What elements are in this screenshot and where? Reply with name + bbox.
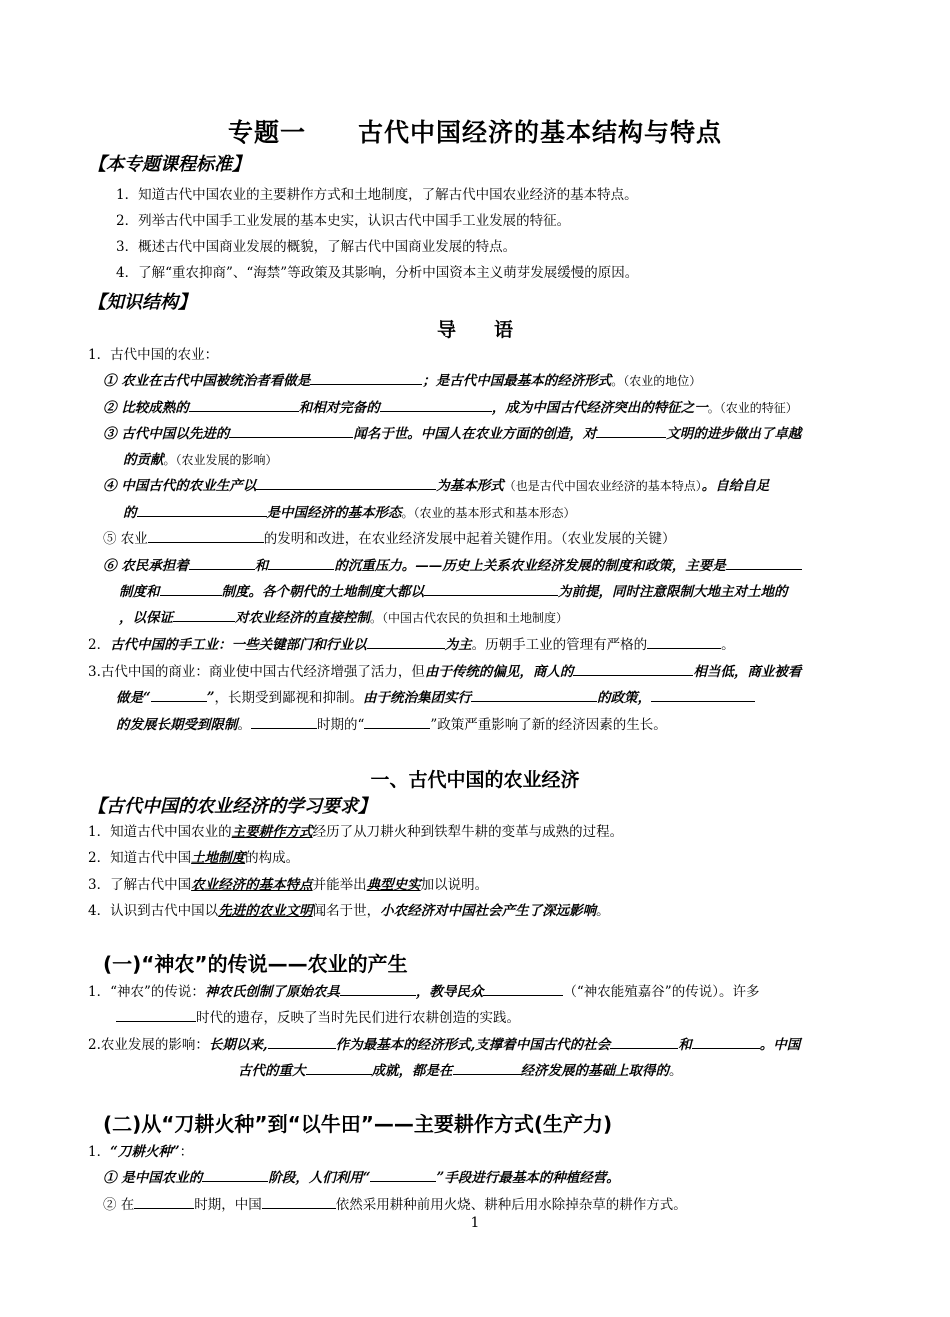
standard-item-4: 4．了解“重农抑商”、“海禁”等政策及其影响，分析中国资本主义萌芽发展缓慢的原因。 xyxy=(116,265,639,281)
intro-line-d: ④ 中国古代的农业生产以 为基本形式（也是古代中国农业经济的基本特点）。自给自足 xyxy=(103,478,770,494)
intro-line-b: ② 比较成熟的 和相对完备的 ，成为中国古代经济突出的特征之一。（农业的特征） xyxy=(103,400,798,416)
intro-heading: 导 语 xyxy=(436,319,513,341)
sub1-line-b: 2.农业发展的影响：长期以来, 作为最基本的经济形式,支撑着中国古代的社会 和 。中国 xyxy=(88,1037,801,1053)
req-item-1: 1．知道古代中国农业的主要耕作方式经历了从刀耕火种到铁犁牛耕的变革与成熟的过程。 xyxy=(88,824,624,840)
intro-item-1: 1．古代中国的农业： xyxy=(88,347,219,363)
part1-heading: 一、古代中国的农业经济 xyxy=(370,769,580,791)
intro-line-c2: 的贡献。（农业发展的影响） xyxy=(123,452,278,468)
intro-line-a: ① 农业在古代中国被统治者看做是 ；是古代中国最基本的经济形式。（农业的地位） xyxy=(103,373,702,389)
standard-item-3: 3．概述古代中国商业发展的概貌，了解古代中国商业发展的特点。 xyxy=(116,239,517,255)
standard-item-2: 2．列举古代中国手工业发展的基本史实，认识古代中国手工业发展的特征。 xyxy=(116,213,571,229)
sub2-line-a: 1．“刀耕火种”： xyxy=(88,1144,194,1160)
sub2-line-c: ② 在 时期，中国 依然采用耕种前用火烧、耕种后用水除掉杂草的耕作方式。 xyxy=(103,1197,687,1213)
page-title: 专题一 古代中国经济的基本结构与特点 xyxy=(227,118,722,147)
intro-line-f3: ，以保证 对农业经济的直接控制。（中国古代农民的负担和土地制度） xyxy=(119,610,569,626)
req-item-4: 4．认识到古代中国以先进的农业文明闻名于世，小农经济对中国社会产生了深远影响。 xyxy=(88,903,610,919)
sub1-line-b2: 古代的重大 成就，都是在 经济发展的基础上取得的。 xyxy=(238,1063,683,1079)
sub2-heading: (二)从“刀耕火种”到“以牛田”——主要耕作方式(生产力) xyxy=(103,1112,613,1136)
structure-heading: 【知识结构】 xyxy=(88,292,196,313)
req-item-3: 3．了解古代中国农业经济的基本特点并能举出典型史实加以说明。 xyxy=(88,877,489,893)
intro-line-f: ⑥ 农民承担着 和 的沉重压力。——历史上关系农业经济发展的制度和政策，主要是 xyxy=(103,554,802,574)
intro-item-3c: 的发展长期受到限制。 时期的“ ”政策严重影响了新的经济因素的生长。 xyxy=(116,717,667,733)
sub1-line-a2: 时代的遗存，反映了当时先民们进行农耕创造的实践。 xyxy=(116,1006,520,1026)
sub2-line-b: ① 是中国农业的 阶段，人们利用“ ”手段进行最基本的种植经营。 xyxy=(103,1170,620,1186)
intro-item-3: 3.古代中国的商业：商业使中国古代经济增强了活力，但由于传统的偏见，商人的 相当低，商业被看 xyxy=(88,664,802,680)
part1-req-heading: 【古代中国的农业经济的学习要求】 xyxy=(88,796,376,817)
intro-line-c: ③ 古代中国以先进的 闻名于世。中国人在农业方面的创造，对 文明的进步做出了卓越 xyxy=(103,426,802,442)
sub1-line-a: 1．“神农”的传说：神农氏创制了原始农具 ，教导民众 （“神农能殖嘉谷”的传说）。许多 xyxy=(88,984,760,1000)
standards-heading: 【本专题课程标准】 xyxy=(88,154,250,175)
intro-line-e: ⑤ 农业 的发明和改进，在农业经济发展中起着关键作用。（农业发展的关键） xyxy=(103,531,676,547)
standard-item-1: 1．知道古代中国农业的主要耕作方式和土地制度，了解古代中国农业经济的基本特点。 xyxy=(116,187,638,203)
page-number: 1 xyxy=(470,1215,480,1231)
intro-line-d2: 的 是中国经济的基本形态。（农业的基本形式和基本形态） xyxy=(123,505,576,521)
intro-item-2: 2．古代中国的手工业：一些关键部门和行业以 为主。历朝手工业的管理有严格的 。 xyxy=(88,637,735,653)
sub1-heading: (一)“神农”的传说——农业的产生 xyxy=(103,952,408,976)
intro-line-f2: 制度和 制度。各个朝代的土地制度大都以 为前提，同时注意限制大地主对土地的 xyxy=(119,584,788,600)
req-item-2: 2．知道古代中国土地制度的构成。 xyxy=(88,850,300,866)
intro-item-3b: 做是“ ”，长期受到鄙视和抑制。由于统治集团实行 的政策， xyxy=(116,686,755,706)
